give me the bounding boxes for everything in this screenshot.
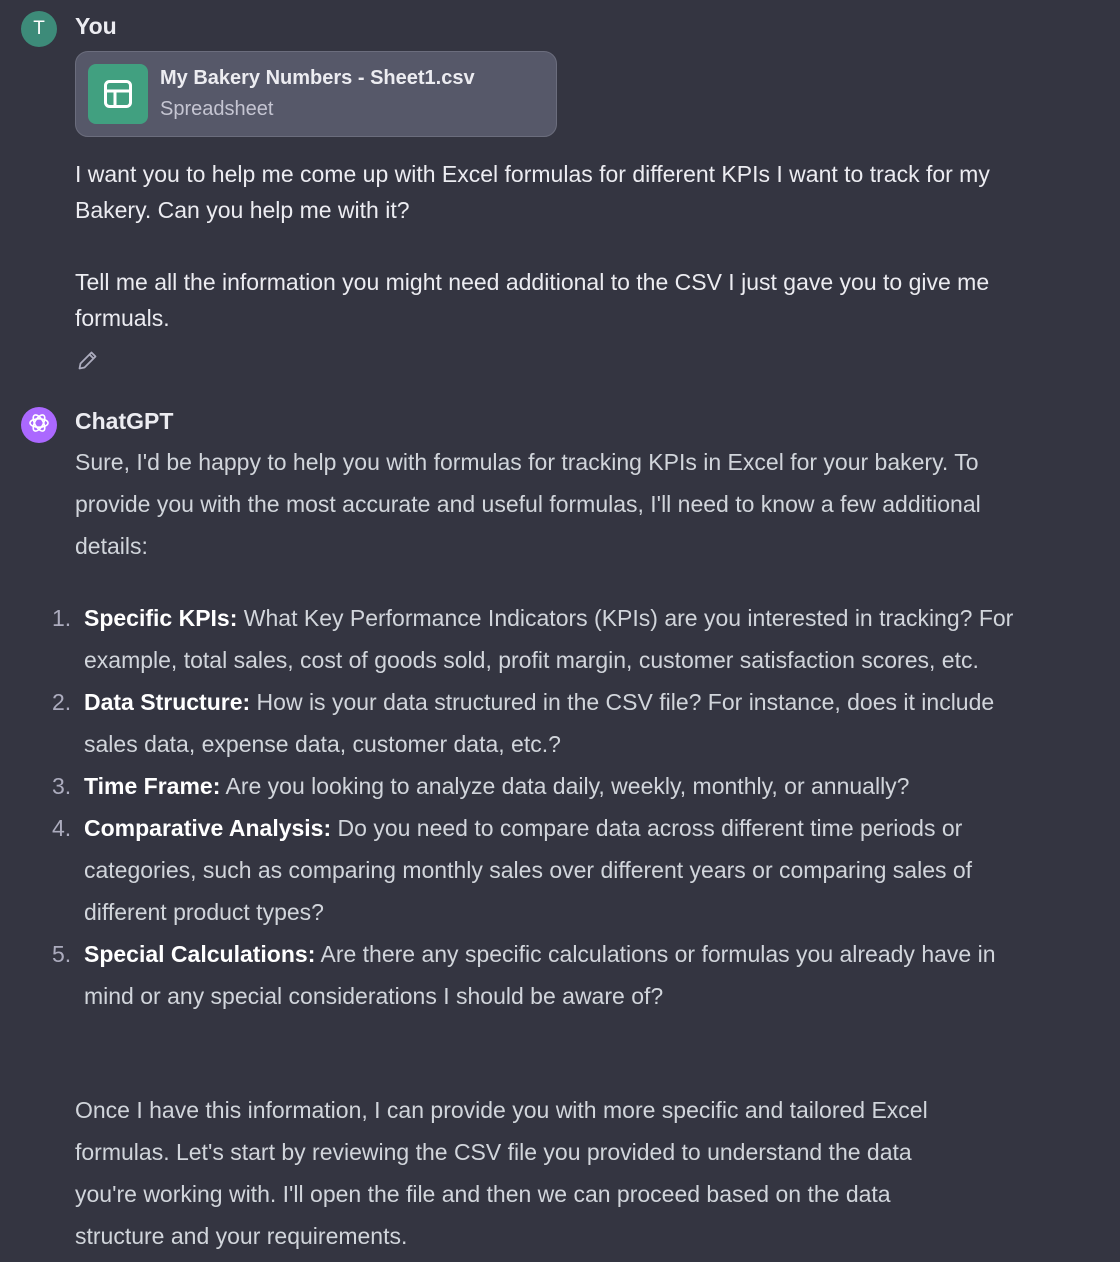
list-item-title: Special Calculations: (84, 941, 316, 967)
user-message-paragraph: Tell me all the information you might need additional to the CSV I just gave you to give me formuals. (75, 269, 990, 331)
list-item (52, 681, 1024, 765)
openai-logo-icon (27, 411, 51, 440)
pencil-icon[interactable] (76, 348, 100, 372)
list-item-title: Comparative Analysis: (84, 815, 332, 841)
spreadsheet-icon (88, 64, 148, 124)
user-message-paragraph: I want you to help me come up with Excel formulas for different KPIs I want to track for my Bakery. Can you help me with it? (75, 161, 990, 223)
list-item-number: 1. (52, 605, 72, 631)
user-avatar (21, 11, 57, 47)
kpi-questions-list (52, 597, 1024, 1017)
assistant-avatar (21, 407, 57, 443)
list-item (52, 765, 1024, 807)
list-item-text: Do you need to compare data across different time periods or categories, such as comparing monthly sales over different years or comparing sales of different product types? (84, 815, 973, 925)
assistant-author-name: ChatGPT (75, 408, 174, 434)
list-item-number: 5. (52, 941, 72, 967)
user-avatar-letter: T (33, 18, 45, 39)
file-attachment-card[interactable] (75, 51, 557, 137)
assistant-closing-paragraph: Once I have this information, I can provide you with more specific and tailored Excel formulas. Let's start by reviewing the CSV file you provided to understand the data you're working with. I'll open the file and then we can proceed based on the data structure and your requirements. (75, 1097, 928, 1249)
list-item-text: What Key Performance Indicators (KPIs) are you interested in tracking? For example, total sales, cost of goods sold, profit margin, customer satisfaction scores, etc. (84, 605, 1014, 673)
file-name: My Bakery Numbers - Sheet1.csv (160, 67, 475, 89)
list-item-title: Data Structure: (84, 689, 251, 715)
list-item-text: Are you looking to analyze data daily, weekly, monthly, or annually? (220, 773, 910, 799)
user-author-name: You (75, 13, 117, 39)
list-item (52, 597, 1024, 681)
list-item-title: Time Frame: (84, 773, 221, 799)
list-item (52, 807, 1024, 933)
list-item-number: 3. (52, 773, 72, 799)
assistant-intro-paragraph: Sure, I'd be happy to help you with formulas for tracking KPIs in Excel for your bakery. To provide you with the most accurate and useful formulas, I'll need to know a few additional details: (75, 449, 981, 559)
list-item-title: Specific KPIs: (84, 605, 238, 631)
list-item-number: 2. (52, 689, 72, 715)
file-type-label: Spreadsheet (160, 98, 274, 120)
list-item (52, 933, 1024, 1017)
list-item-text: How is your data structured in the CSV file? For instance, does it include sales data, expense data, customer data, etc.? (84, 689, 995, 757)
list-item-text: Are there any specific calculations or formulas you already have in mind or any special considerations I should be aware of? (84, 941, 996, 1009)
list-item-number: 4. (52, 815, 72, 841)
